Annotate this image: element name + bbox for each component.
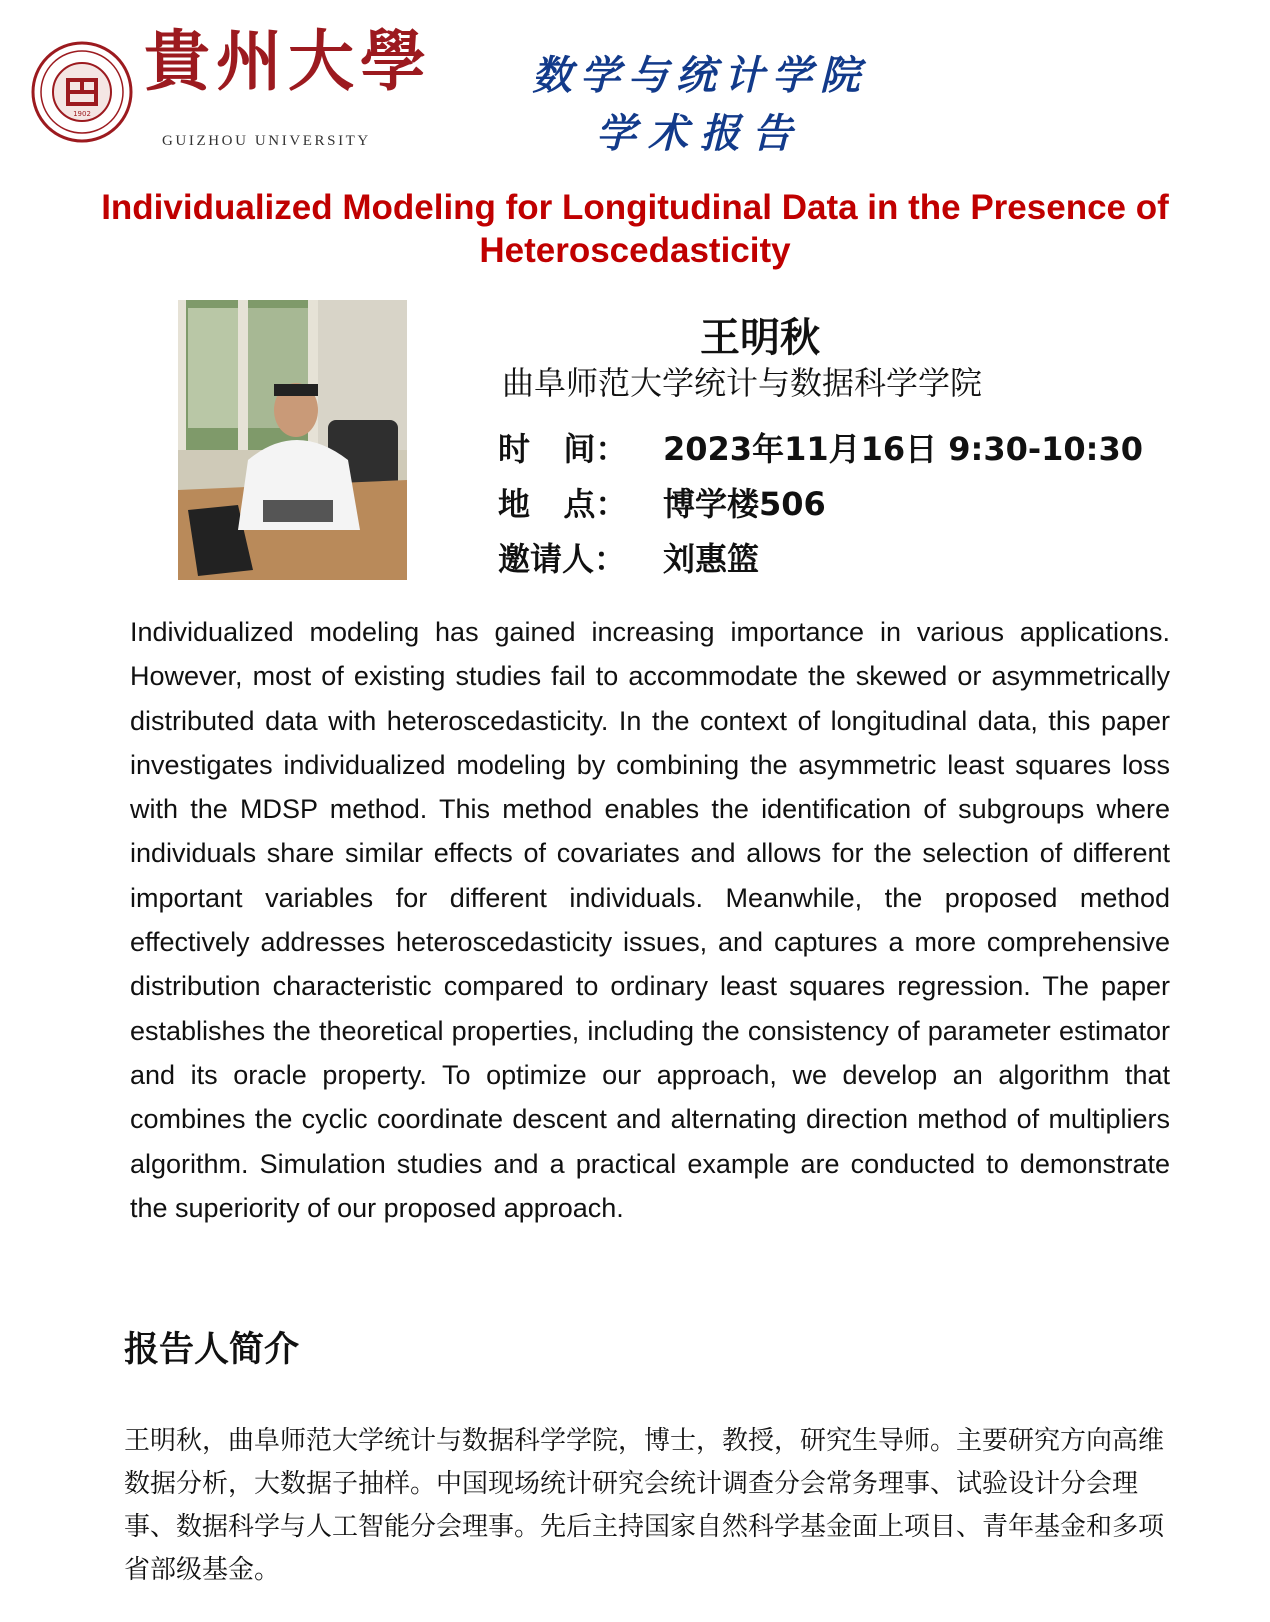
host-row — [498, 534, 759, 580]
bio-text: 王明秋，曲阜师范大学统计与数据科学学院，博士，教授，研究生导师。主要研究方向高维数据分析，大数据子抽样。中国现场统计研究会统计调查分会常务理事、试验设计分会理事、数据科学与人工智能分会理事。先后主持国家自然科学基金面上项目、青年基金和多项省部级基金。 — [124, 1426, 1165, 1585]
time-label: 时 间： — [498, 430, 628, 468]
place-row — [498, 479, 826, 525]
bio-heading: 报告人简介 — [124, 1330, 300, 1370]
speaker-affiliation: 曲阜师范大学统计与数据科学学院 — [502, 364, 983, 402]
report-type: 学术报告 — [596, 110, 804, 157]
host-value: 刘惠篮 — [663, 540, 760, 578]
place-label: 地 点： — [498, 485, 628, 523]
talk-title: Individualized Modeling for Longitudinal Data in the Presence of Heteroscedasticity — [101, 188, 1169, 270]
abstract-text: Individualized modeling has gained increasing importance in various applications. However, most of existing studies fail to accommodate the skewed or asymmetrically distributed data with heteroscedasticity. In the context of longitudinal data, this paper investigates individualized modeling by combining the asymmetric least squares loss with the MDSP method. This method enables the identification of subgroups where individuals share similar effects of covariates and allows for the selection of different important variables for different individuals. Meanwhile, the proposed method effectively addresses heteroscedasticity issues, and captures a more comprehensive distribution characteristic compared to ordinary least squares regression. The paper establishes the theoretical properties, including the consistency of parameter estimator and its oracle property. To optimize our approach, we develop an algorithm that combines the cyclic coordinate descent and alternating direction method of multipliers algorithm. Simulation studies and a practical example are conducted to demonstrate the superiority of our proposed approach. — [130, 617, 1170, 1223]
university-logo-chinese: 貴州大學 — [144, 22, 432, 100]
department-name: 数学与统计学院 — [532, 52, 868, 99]
speaker-name: 王明秋 — [700, 315, 820, 361]
place-value: 博学楼506 — [663, 485, 826, 523]
seal-year: 1902 — [73, 110, 91, 118]
time-value: 2023年11月16日 9:30-10:30 — [663, 430, 1144, 468]
university-seal-icon — [30, 40, 134, 144]
time-row — [498, 424, 1143, 470]
host-label: 邀请人： — [498, 540, 627, 578]
university-logo-english: GUIZHOU UNIVERSITY — [162, 133, 371, 149]
speaker-photo — [178, 300, 407, 580]
